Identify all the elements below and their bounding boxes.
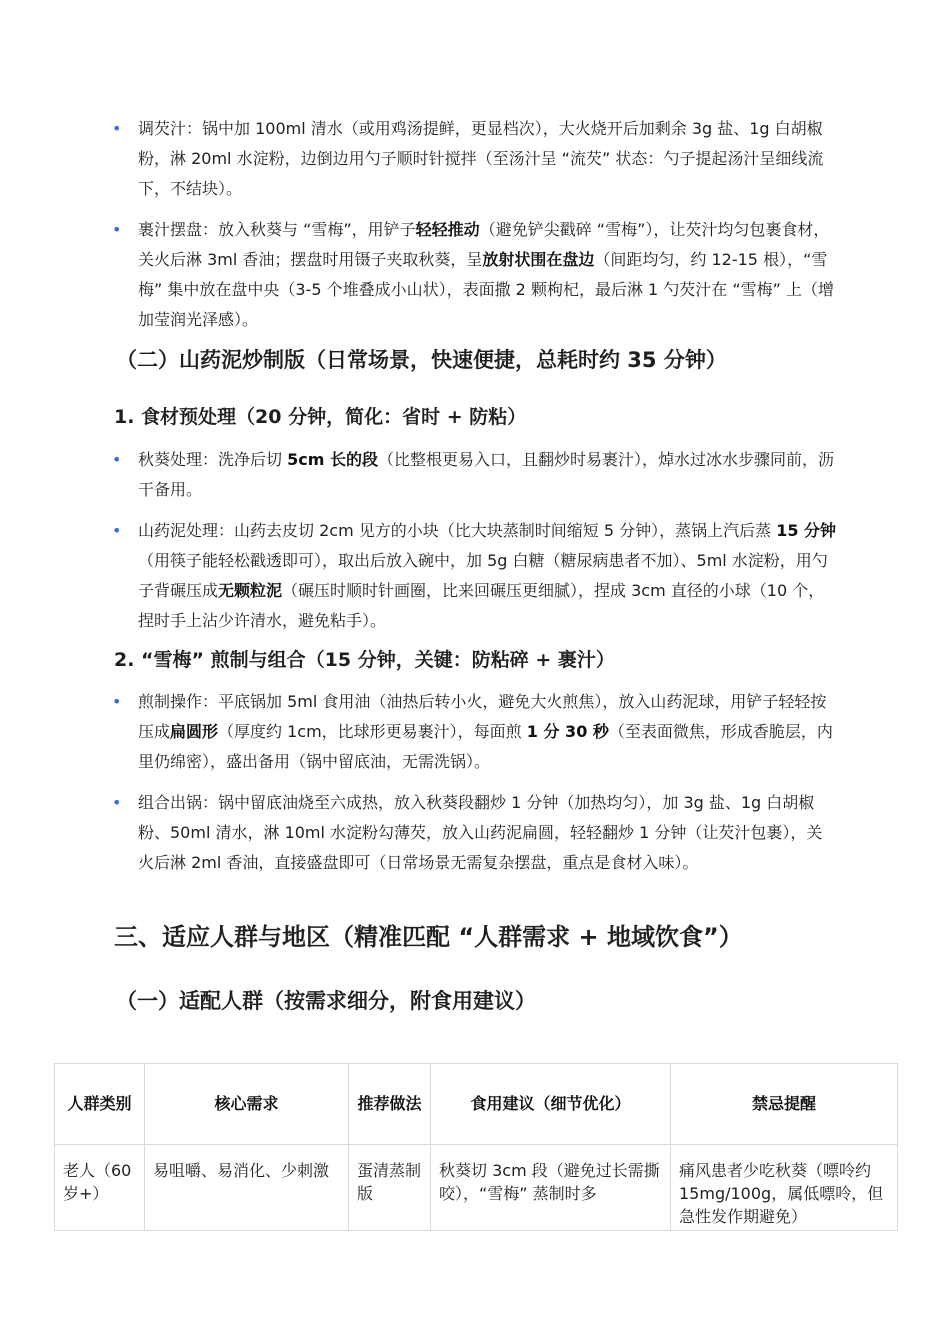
body-text: 调芡汁：锅中加 100ml 清水（或用鸡汤提鲜，更显档次），大火烧开后加剩余 3g 盐、1g 白胡椒粉，淋 20ml 水淀粉，边倒边用勺子顺时针搅拌（至汤汁呈 “流芡” 状态：勺子提起汤汁呈细线流下，不结块）。 [138, 119, 824, 198]
cell-caution: 痛风患者少吃秋葵（嘌呤约 15mg/100g，属低嘌呤，但急性发作期避免） [671, 1145, 898, 1231]
body-text: 裹汁摆盘：放入秋葵与 “雪梅”，用铲子 [138, 220, 416, 239]
bullet-icon: • [112, 119, 122, 138]
bullet-icon: • [112, 692, 122, 711]
body-text: 秋葵处理：洗净后切 [138, 450, 288, 469]
bullet-icon: • [112, 450, 122, 469]
subsection-1-heading: 1. 食材预处理（20 分钟，简化：省时 + 防粘） [114, 406, 527, 428]
header-group: 人群类别 [55, 1064, 145, 1145]
body-text: （用筷子能轻松戳透即可），取出后放入碗中，加 5g 白糖（糖尿病患者不加）、5ml 水淀粉，用勺子背碾压成 [138, 551, 828, 600]
list-item [112, 687, 837, 777]
body-text: （避免铲尖戳碎 “雪梅”），让芡汁均匀包裹食材，关火后淋 3ml 香油；摆盘时用镊子夹取秋葵，呈 [138, 220, 830, 269]
list-item [112, 788, 837, 878]
bullet-icon: • [112, 521, 122, 540]
sauce-steps-list [112, 114, 837, 346]
emphasis-text: 5cm 长的段 [287, 450, 378, 469]
section-3-heading: 三、适应人群与地区（精准匹配 “人群需求 + 地域饮食”） [114, 923, 743, 951]
body-text: 山药泥处理：山药去皮切 2cm 见方的小块（比大块蒸制时间缩短 5 分钟），蒸锅上汽后蒸 [138, 521, 777, 540]
list-item [112, 516, 837, 636]
table-row [55, 1145, 898, 1231]
header-method: 推荐做法 [349, 1064, 431, 1145]
audience-table [54, 1063, 898, 1231]
list-item [112, 114, 837, 204]
emphasis-text: 轻轻推动 [415, 220, 480, 239]
header-core-need: 核心需求 [145, 1064, 349, 1145]
body-text: （比整根更易入口，且翻炒时易裹汁），焯水过冰水步骤同前，沥干备用。 [138, 450, 834, 499]
emphasis-text: 1 分 30 秒 [526, 722, 609, 741]
body-text: 组合出锅：锅中留底油烧至六成热，放入秋葵段翻炒 1 分钟（加热均匀），加 3g 盐、1g 白胡椒粉、50ml 清水，淋 10ml 水淀粉勾薄芡，放入山药泥扁圆，轻轻翻炒 1 分钟（让芡汁包裹），关火后淋 2ml 香油，直接盛盘即可（日常场景无需复杂摆盘，重点是食材入味）。 [138, 793, 823, 872]
bullet-icon: • [112, 220, 122, 239]
subsection-2-heading: 2. “雪梅” 煎制与组合（15 分钟，关键：防粘碎 + 裹汁） [114, 649, 615, 671]
cell-core-need: 易咀嚼、易消化、少刺激 [145, 1145, 349, 1231]
emphasis-text: 放射状围在盘边 [482, 250, 595, 269]
list-item [112, 445, 837, 505]
body-text: 煎制操作：平底锅加 5ml 食用油（油热后转小火，避免大火煎焦），放入山药泥球，用铲子轻轻按压成 [138, 692, 827, 741]
body-text: （碾压时顺时针画圈，比来回碾压更细腻），捏成 3cm 直径的小球（10 个，捏时手上沾少许清水，避免粘手）。 [138, 581, 825, 630]
cell-advice: 秋葵切 3cm 段（避免过长需撕咬），“雪梅” 蒸制时多 [431, 1145, 671, 1231]
bullet-icon: • [112, 793, 122, 812]
body-text: （厚度约 1cm，比球形更易裹汁），每面煎 [218, 722, 527, 741]
section-3-subheading: （一）适配人群（按需求细分，附食用建议） [116, 989, 536, 1013]
fry-steps-list [112, 687, 837, 889]
table-header-row [55, 1064, 898, 1145]
emphasis-text: 15 分钟 [776, 521, 837, 540]
section-2-heading: （二）山药泥炒制版（日常场景，快速便捷，总耗时约 35 分钟） [116, 348, 727, 372]
emphasis-text: 无颗粒泥 [218, 581, 283, 600]
header-advice: 食用建议（细节优化） [431, 1064, 671, 1145]
body-text: （至表面微焦，形成香脆层，内里仍绵密），盛出备用（锅中留底油，无需洗锅）。 [138, 722, 833, 771]
header-caution: 禁忌提醒 [671, 1064, 898, 1145]
cell-method: 蛋清蒸制版 [349, 1145, 431, 1231]
prep-steps-list [112, 445, 837, 647]
cell-group: 老人（60 岁+） [55, 1145, 145, 1231]
list-item [112, 215, 837, 335]
emphasis-text: 扁圆形 [170, 722, 219, 741]
body-text: （间距均匀，约 12-15 根），“雪梅” 集中放在盘中央（3-5 个堆叠成小山状），表面撒 2 颗枸杞，最后淋 1 勺芡汁在 “雪梅” 上（增加莹润光泽感）。 [138, 250, 835, 329]
